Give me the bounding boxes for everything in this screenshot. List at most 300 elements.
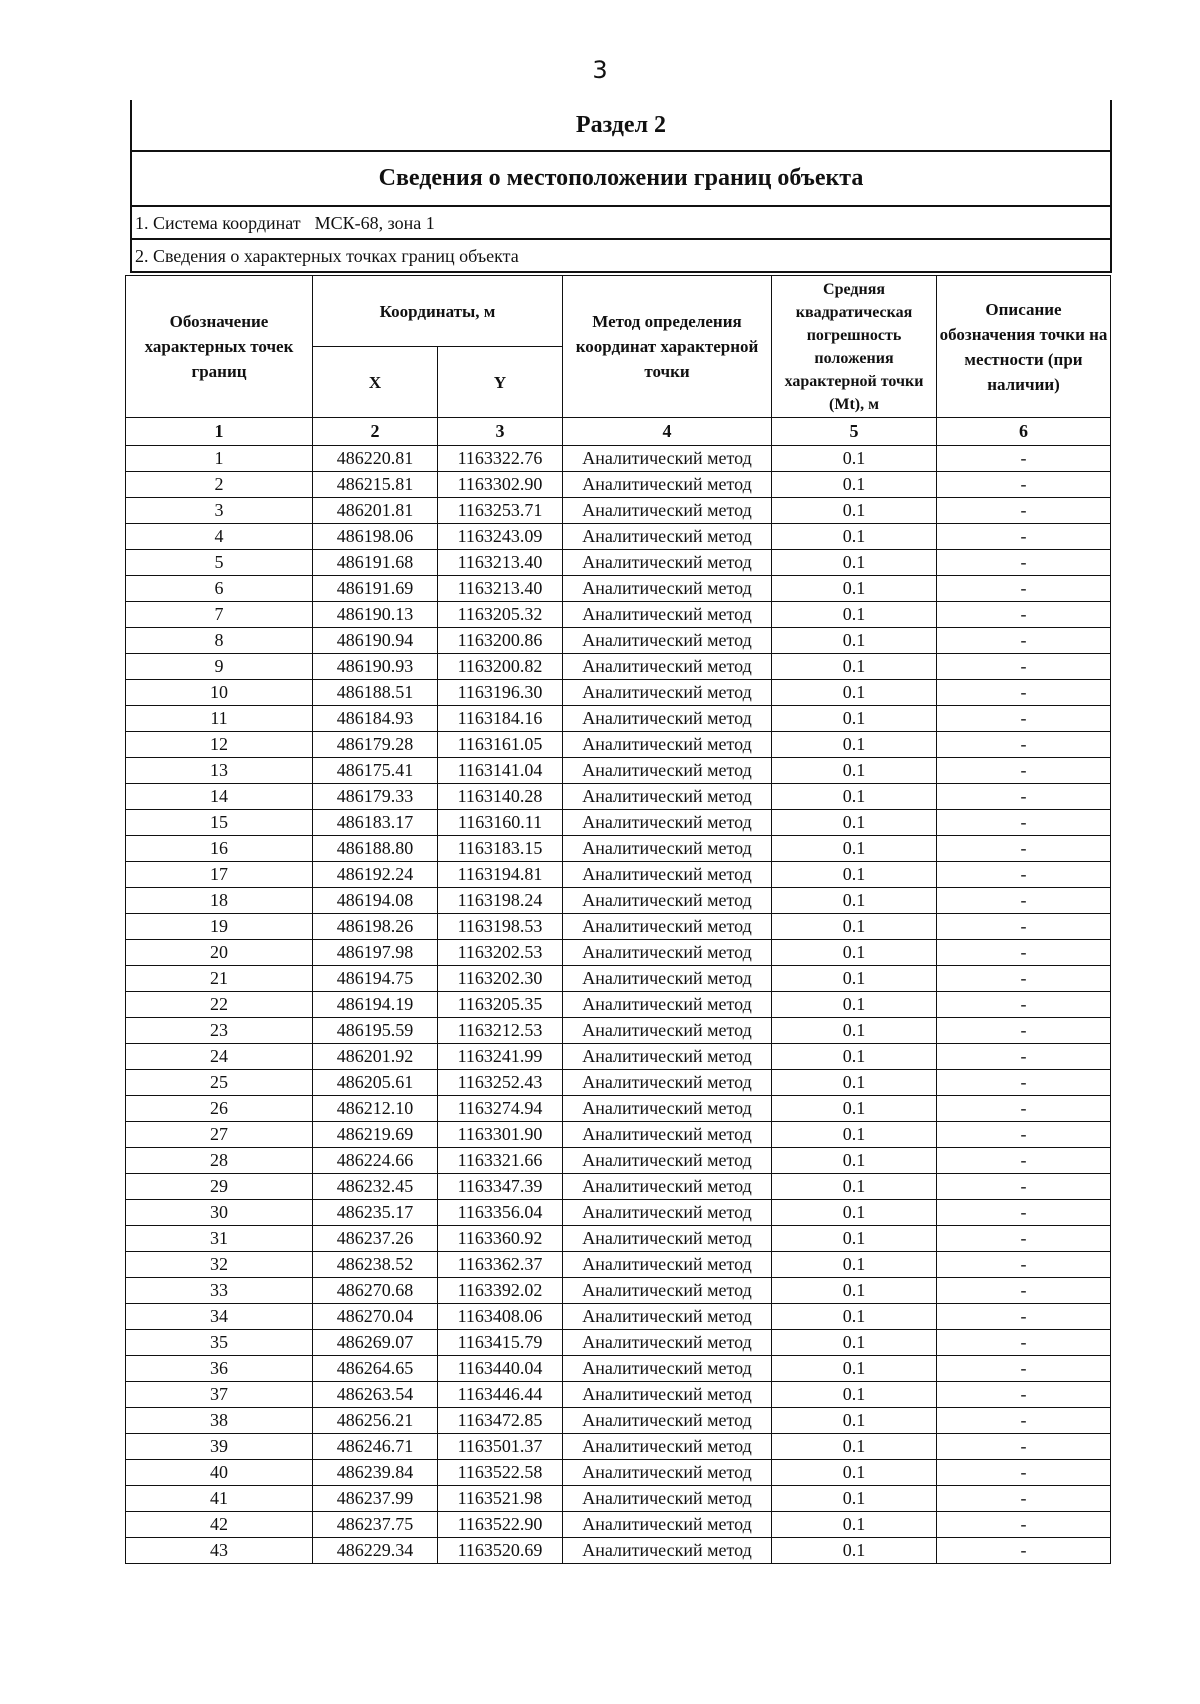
accuracy-cell: 0.1	[772, 862, 937, 888]
accuracy-cell: 0.1	[772, 1538, 937, 1564]
y-coordinate-cell: 1163392.02	[438, 1278, 563, 1304]
x-coordinate-cell: 486256.21	[313, 1408, 438, 1434]
point-id-cell: 34	[126, 1304, 313, 1330]
table-row	[126, 1096, 1111, 1122]
description-cell: -	[937, 966, 1111, 992]
table-row	[126, 524, 1111, 550]
description-cell: -	[937, 758, 1111, 784]
y-coordinate-cell: 1163243.09	[438, 524, 563, 550]
y-coordinate-cell: 1163140.28	[438, 784, 563, 810]
description-cell: -	[937, 992, 1111, 1018]
method-cell: Аналитический метод	[563, 1226, 772, 1252]
x-coordinate-cell: 486179.28	[313, 732, 438, 758]
x-coordinate-cell: 486190.13	[313, 602, 438, 628]
coord-system-value: МСК-68, зона 1	[314, 213, 435, 233]
description-cell: -	[937, 1278, 1111, 1304]
y-coordinate-cell: 1163198.53	[438, 914, 563, 940]
description-cell: -	[937, 498, 1111, 524]
point-id-cell: 17	[126, 862, 313, 888]
point-id-cell: 12	[126, 732, 313, 758]
method-cell: Аналитический метод	[563, 1174, 772, 1200]
x-coordinate-cell: 486184.93	[313, 706, 438, 732]
accuracy-cell: 0.1	[772, 758, 937, 784]
point-id-cell: 18	[126, 888, 313, 914]
accuracy-cell: 0.1	[772, 810, 937, 836]
x-coordinate-cell: 486270.04	[313, 1304, 438, 1330]
method-cell: Аналитический метод	[563, 732, 772, 758]
section-title: Раздел 2	[132, 100, 1110, 152]
y-coordinate-cell: 1163205.32	[438, 602, 563, 628]
x-coordinate-cell: 486188.80	[313, 836, 438, 862]
table-row	[126, 680, 1111, 706]
x-coordinate-cell: 486237.99	[313, 1486, 438, 1512]
x-coordinate-cell: 486219.69	[313, 1122, 438, 1148]
accuracy-cell: 0.1	[772, 1512, 937, 1538]
accuracy-cell: 0.1	[772, 1252, 937, 1278]
x-coordinate-cell: 486238.52	[313, 1252, 438, 1278]
x-coordinate-cell: 486188.51	[313, 680, 438, 706]
method-cell: Аналитический метод	[563, 1356, 772, 1382]
accuracy-cell: 0.1	[772, 1408, 937, 1434]
header-coords: Координаты, м	[313, 276, 563, 347]
column-number: 5	[772, 418, 937, 446]
accuracy-cell: 0.1	[772, 680, 937, 706]
point-id-cell: 5	[126, 550, 313, 576]
description-cell: -	[937, 1018, 1111, 1044]
y-coordinate-cell: 1163141.04	[438, 758, 563, 784]
description-cell: -	[937, 1174, 1111, 1200]
y-coordinate-cell: 1163521.98	[438, 1486, 563, 1512]
table-row	[126, 992, 1111, 1018]
point-id-cell: 13	[126, 758, 313, 784]
table-row	[126, 1408, 1111, 1434]
description-cell: -	[937, 1330, 1111, 1356]
point-id-cell: 43	[126, 1538, 313, 1564]
point-id-cell: 22	[126, 992, 313, 1018]
section-subtitle: Сведения о местоположении границ объекта	[132, 152, 1110, 207]
y-coordinate-cell: 1163202.53	[438, 940, 563, 966]
description-cell: -	[937, 1382, 1111, 1408]
point-id-cell: 33	[126, 1278, 313, 1304]
y-coordinate-cell: 1163360.92	[438, 1226, 563, 1252]
table-row	[126, 1200, 1111, 1226]
accuracy-cell: 0.1	[772, 1460, 937, 1486]
table-row	[126, 1538, 1111, 1564]
method-cell: Аналитический метод	[563, 966, 772, 992]
method-cell: Аналитический метод	[563, 1538, 772, 1564]
y-coordinate-cell: 1163198.24	[438, 888, 563, 914]
y-coordinate-cell: 1163302.90	[438, 472, 563, 498]
description-cell: -	[937, 1304, 1111, 1330]
point-id-cell: 1	[126, 446, 313, 472]
table-row	[126, 966, 1111, 992]
table-row	[126, 446, 1111, 472]
description-cell: -	[937, 680, 1111, 706]
column-number: 3	[438, 418, 563, 446]
method-cell: Аналитический метод	[563, 940, 772, 966]
table-row	[126, 1252, 1111, 1278]
accuracy-cell: 0.1	[772, 1070, 937, 1096]
table-row	[126, 836, 1111, 862]
accuracy-cell: 0.1	[772, 1044, 937, 1070]
y-coordinate-cell: 1163322.76	[438, 446, 563, 472]
table-row	[126, 1148, 1111, 1174]
y-coordinate-cell: 1163356.04	[438, 1200, 563, 1226]
accuracy-cell: 0.1	[772, 1122, 937, 1148]
x-coordinate-cell: 486197.98	[313, 940, 438, 966]
y-coordinate-cell: 1163196.30	[438, 680, 563, 706]
table-row	[126, 1512, 1111, 1538]
accuracy-cell: 0.1	[772, 576, 937, 602]
y-coordinate-cell: 1163241.99	[438, 1044, 563, 1070]
table-row	[126, 706, 1111, 732]
table-row	[126, 732, 1111, 758]
x-coordinate-cell: 486215.81	[313, 472, 438, 498]
points-table-body	[126, 446, 1111, 1564]
point-id-cell: 7	[126, 602, 313, 628]
x-coordinate-cell: 486235.17	[313, 1200, 438, 1226]
description-cell: -	[937, 1512, 1111, 1538]
description-cell: -	[937, 654, 1111, 680]
x-coordinate-cell: 486190.94	[313, 628, 438, 654]
point-id-cell: 3	[126, 498, 313, 524]
accuracy-cell: 0.1	[772, 446, 937, 472]
method-cell: Аналитический метод	[563, 680, 772, 706]
accuracy-cell: 0.1	[772, 1382, 937, 1408]
description-cell: -	[937, 732, 1111, 758]
column-numbers-row	[126, 418, 1111, 446]
table-row	[126, 1486, 1111, 1512]
accuracy-cell: 0.1	[772, 498, 937, 524]
description-cell: -	[937, 1486, 1111, 1512]
point-id-cell: 16	[126, 836, 313, 862]
y-coordinate-cell: 1163213.40	[438, 576, 563, 602]
description-cell: -	[937, 602, 1111, 628]
point-id-cell: 24	[126, 1044, 313, 1070]
point-id-cell: 9	[126, 654, 313, 680]
point-id-cell: 2	[126, 472, 313, 498]
x-coordinate-cell: 486224.66	[313, 1148, 438, 1174]
description-cell: -	[937, 940, 1111, 966]
method-cell: Аналитический метод	[563, 1460, 772, 1486]
x-coordinate-cell: 486194.75	[313, 966, 438, 992]
accuracy-cell: 0.1	[772, 1330, 937, 1356]
point-id-cell: 35	[126, 1330, 313, 1356]
accuracy-cell: 0.1	[772, 472, 937, 498]
x-coordinate-cell: 486198.26	[313, 914, 438, 940]
x-coordinate-cell: 486195.59	[313, 1018, 438, 1044]
description-cell: -	[937, 1252, 1111, 1278]
accuracy-cell: 0.1	[772, 1226, 937, 1252]
x-coordinate-cell: 486190.93	[313, 654, 438, 680]
description-cell: -	[937, 810, 1111, 836]
accuracy-cell: 0.1	[772, 1174, 937, 1200]
accuracy-cell: 0.1	[772, 524, 937, 550]
point-id-cell: 20	[126, 940, 313, 966]
description-cell: -	[937, 1070, 1111, 1096]
table-row	[126, 1434, 1111, 1460]
header-method: Метод определения координат характерной точки	[563, 276, 772, 418]
x-coordinate-cell: 486191.68	[313, 550, 438, 576]
y-coordinate-cell: 1163415.79	[438, 1330, 563, 1356]
y-coordinate-cell: 1163161.05	[438, 732, 563, 758]
table-row	[126, 1382, 1111, 1408]
description-cell: -	[937, 1148, 1111, 1174]
table-row	[126, 1304, 1111, 1330]
description-cell: -	[937, 576, 1111, 602]
y-coordinate-cell: 1163205.35	[438, 992, 563, 1018]
y-coordinate-cell: 1163213.40	[438, 550, 563, 576]
x-coordinate-cell: 486194.08	[313, 888, 438, 914]
table-row	[126, 550, 1111, 576]
point-id-cell: 37	[126, 1382, 313, 1408]
method-cell: Аналитический метод	[563, 1512, 772, 1538]
x-coordinate-cell: 486246.71	[313, 1434, 438, 1460]
table-row	[126, 1356, 1111, 1382]
x-coordinate-cell: 486239.84	[313, 1460, 438, 1486]
method-cell: Аналитический метод	[563, 706, 772, 732]
description-cell: -	[937, 1434, 1111, 1460]
point-id-cell: 10	[126, 680, 313, 706]
y-coordinate-cell: 1163408.06	[438, 1304, 563, 1330]
x-coordinate-cell: 486201.92	[313, 1044, 438, 1070]
point-id-cell: 21	[126, 966, 313, 992]
description-cell: -	[937, 1356, 1111, 1382]
method-cell: Аналитический метод	[563, 1252, 772, 1278]
description-cell: -	[937, 1538, 1111, 1564]
method-cell: Аналитический метод	[563, 1122, 772, 1148]
point-id-cell: 27	[126, 1122, 313, 1148]
y-coordinate-cell: 1163347.39	[438, 1174, 563, 1200]
method-cell: Аналитический метод	[563, 576, 772, 602]
method-cell: Аналитический метод	[563, 1096, 772, 1122]
y-coordinate-cell: 1163253.71	[438, 498, 563, 524]
method-cell: Аналитический метод	[563, 1070, 772, 1096]
accuracy-cell: 0.1	[772, 914, 937, 940]
point-id-cell: 26	[126, 1096, 313, 1122]
page-number: 3	[592, 56, 608, 84]
x-coordinate-cell: 486183.17	[313, 810, 438, 836]
x-coordinate-cell: 486194.19	[313, 992, 438, 1018]
x-coordinate-cell: 486270.68	[313, 1278, 438, 1304]
x-coordinate-cell: 486191.69	[313, 576, 438, 602]
y-coordinate-cell: 1163362.37	[438, 1252, 563, 1278]
method-cell: Аналитический метод	[563, 1382, 772, 1408]
y-coordinate-cell: 1163501.37	[438, 1434, 563, 1460]
accuracy-cell: 0.1	[772, 940, 937, 966]
accuracy-cell: 0.1	[772, 888, 937, 914]
x-coordinate-cell: 486212.10	[313, 1096, 438, 1122]
y-coordinate-cell: 1163160.11	[438, 810, 563, 836]
method-cell: Аналитический метод	[563, 472, 772, 498]
table-row	[126, 810, 1111, 836]
point-id-cell: 39	[126, 1434, 313, 1460]
accuracy-cell: 0.1	[772, 836, 937, 862]
method-cell: Аналитический метод	[563, 888, 772, 914]
y-coordinate-cell: 1163194.81	[438, 862, 563, 888]
y-coordinate-cell: 1163252.43	[438, 1070, 563, 1096]
coord-system-label: 1. Система координат	[135, 213, 301, 233]
description-cell: -	[937, 706, 1111, 732]
table-row	[126, 1122, 1111, 1148]
y-coordinate-cell: 1163440.04	[438, 1356, 563, 1382]
method-cell: Аналитический метод	[563, 914, 772, 940]
y-coordinate-cell: 1163472.85	[438, 1408, 563, 1434]
description-cell: -	[937, 1200, 1111, 1226]
method-cell: Аналитический метод	[563, 654, 772, 680]
accuracy-cell: 0.1	[772, 654, 937, 680]
point-id-cell: 4	[126, 524, 313, 550]
description-cell: -	[937, 524, 1111, 550]
description-cell: -	[937, 1096, 1111, 1122]
accuracy-cell: 0.1	[772, 706, 937, 732]
method-cell: Аналитический метод	[563, 1434, 772, 1460]
point-id-cell: 28	[126, 1148, 313, 1174]
table-row	[126, 602, 1111, 628]
accuracy-cell: 0.1	[772, 1434, 937, 1460]
table-row	[126, 1174, 1111, 1200]
point-id-cell: 19	[126, 914, 313, 940]
y-coordinate-cell: 1163520.69	[438, 1538, 563, 1564]
x-coordinate-cell: 486264.65	[313, 1356, 438, 1382]
table-row	[126, 940, 1111, 966]
point-id-cell: 30	[126, 1200, 313, 1226]
method-cell: Аналитический метод	[563, 446, 772, 472]
table-row	[126, 1226, 1111, 1252]
point-id-cell: 36	[126, 1356, 313, 1382]
method-cell: Аналитический метод	[563, 1148, 772, 1174]
accuracy-cell: 0.1	[772, 1486, 937, 1512]
y-coordinate-cell: 1163212.53	[438, 1018, 563, 1044]
table-row	[126, 1330, 1111, 1356]
point-id-cell: 11	[126, 706, 313, 732]
accuracy-cell: 0.1	[772, 602, 937, 628]
description-cell: -	[937, 862, 1111, 888]
table-row	[126, 654, 1111, 680]
table-row	[126, 1460, 1111, 1486]
point-id-cell: 40	[126, 1460, 313, 1486]
x-coordinate-cell: 486229.34	[313, 1538, 438, 1564]
method-cell: Аналитический метод	[563, 1408, 772, 1434]
accuracy-cell: 0.1	[772, 732, 937, 758]
x-coordinate-cell: 486263.54	[313, 1382, 438, 1408]
accuracy-cell: 0.1	[772, 628, 937, 654]
table-row	[126, 576, 1111, 602]
accuracy-cell: 0.1	[772, 1096, 937, 1122]
method-cell: Аналитический метод	[563, 758, 772, 784]
method-cell: Аналитический метод	[563, 1018, 772, 1044]
table-row	[126, 862, 1111, 888]
description-cell: -	[937, 550, 1111, 576]
accuracy-cell: 0.1	[772, 966, 937, 992]
description-cell: -	[937, 446, 1111, 472]
table-row	[126, 472, 1111, 498]
table-row	[126, 628, 1111, 654]
table-row	[126, 498, 1111, 524]
table-row	[126, 1070, 1111, 1096]
point-id-cell: 31	[126, 1226, 313, 1252]
column-number: 1	[126, 418, 313, 446]
method-cell: Аналитический метод	[563, 628, 772, 654]
y-coordinate-cell: 1163202.30	[438, 966, 563, 992]
accuracy-cell: 0.1	[772, 550, 937, 576]
method-cell: Аналитический метод	[563, 1278, 772, 1304]
description-cell: -	[937, 1460, 1111, 1486]
method-cell: Аналитический метод	[563, 1486, 772, 1512]
header-description: Описание обозначения точки на местности (при наличии)	[937, 276, 1111, 418]
accuracy-cell: 0.1	[772, 992, 937, 1018]
method-cell: Аналитический метод	[563, 498, 772, 524]
method-cell: Аналитический метод	[563, 992, 772, 1018]
method-cell: Аналитический метод	[563, 1304, 772, 1330]
point-id-cell: 41	[126, 1486, 313, 1512]
description-cell: -	[937, 1122, 1111, 1148]
header-point: Обозначение характерных точек границ	[126, 276, 313, 418]
description-cell: -	[937, 628, 1111, 654]
x-coordinate-cell: 486269.07	[313, 1330, 438, 1356]
x-coordinate-cell: 486205.61	[313, 1070, 438, 1096]
description-cell: -	[937, 1044, 1111, 1070]
method-cell: Аналитический метод	[563, 810, 772, 836]
point-id-cell: 42	[126, 1512, 313, 1538]
x-coordinate-cell: 486198.06	[313, 524, 438, 550]
y-coordinate-cell: 1163522.90	[438, 1512, 563, 1538]
table-row	[126, 1278, 1111, 1304]
method-cell: Аналитический метод	[563, 1200, 772, 1226]
accuracy-cell: 0.1	[772, 1356, 937, 1382]
column-number: 4	[563, 418, 772, 446]
description-cell: -	[937, 1226, 1111, 1252]
points-title: 2. Сведения о характерных точках границ объекта	[132, 240, 1110, 273]
x-coordinate-cell: 486192.24	[313, 862, 438, 888]
y-coordinate-cell: 1163200.86	[438, 628, 563, 654]
description-cell: -	[937, 836, 1111, 862]
header-accuracy: Средняя квадратическая погрешность положения характерной точки (Mt), м	[772, 276, 937, 418]
point-id-cell: 38	[126, 1408, 313, 1434]
point-id-cell: 23	[126, 1018, 313, 1044]
description-cell: -	[937, 472, 1111, 498]
point-id-cell: 8	[126, 628, 313, 654]
accuracy-cell: 0.1	[772, 1018, 937, 1044]
table-row	[126, 1044, 1111, 1070]
table-row	[126, 914, 1111, 940]
header-x: X	[313, 347, 438, 418]
y-coordinate-cell: 1163446.44	[438, 1382, 563, 1408]
x-coordinate-cell: 486175.41	[313, 758, 438, 784]
method-cell: Аналитический метод	[563, 550, 772, 576]
x-coordinate-cell: 486201.81	[313, 498, 438, 524]
table-row	[126, 758, 1111, 784]
table-row	[126, 1018, 1111, 1044]
point-id-cell: 6	[126, 576, 313, 602]
accuracy-cell: 0.1	[772, 1278, 937, 1304]
point-id-cell: 32	[126, 1252, 313, 1278]
accuracy-cell: 0.1	[772, 784, 937, 810]
method-cell: Аналитический метод	[563, 862, 772, 888]
point-id-cell: 29	[126, 1174, 313, 1200]
column-number: 6	[937, 418, 1111, 446]
y-coordinate-cell: 1163301.90	[438, 1122, 563, 1148]
accuracy-cell: 0.1	[772, 1304, 937, 1330]
method-cell: Аналитический метод	[563, 836, 772, 862]
accuracy-cell: 0.1	[772, 1200, 937, 1226]
y-coordinate-cell: 1163274.94	[438, 1096, 563, 1122]
point-id-cell: 15	[126, 810, 313, 836]
coord-system-line	[132, 207, 1110, 240]
x-coordinate-cell: 486237.75	[313, 1512, 438, 1538]
y-coordinate-cell: 1163200.82	[438, 654, 563, 680]
x-coordinate-cell: 486220.81	[313, 446, 438, 472]
